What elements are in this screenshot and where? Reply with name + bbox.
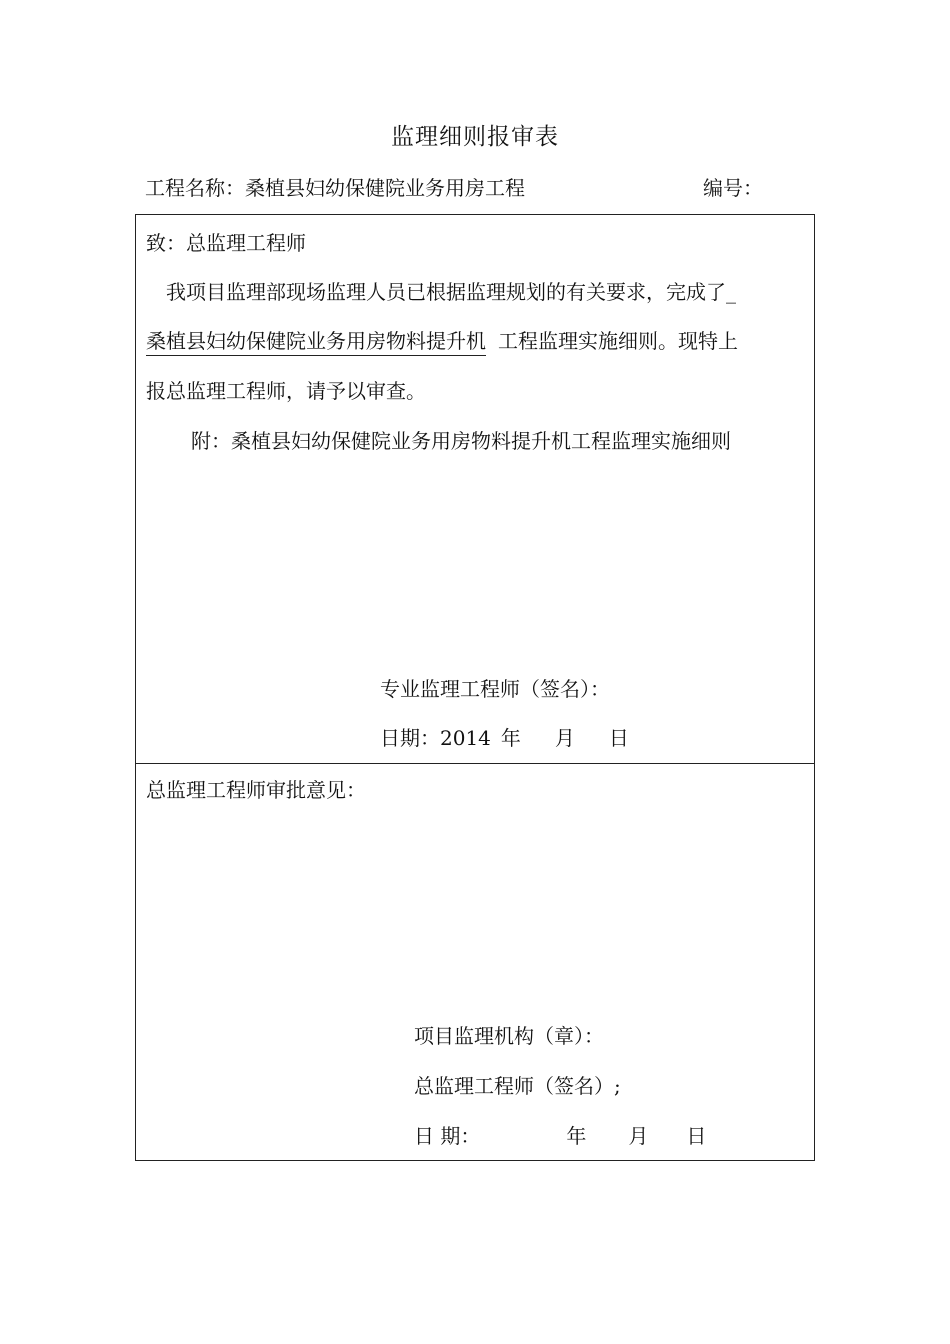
submission-date-line bbox=[380, 722, 629, 751]
approval-date-year: 年 bbox=[566, 1124, 587, 1148]
specialist-signature-label: 专业监理工程师（签名）： bbox=[380, 677, 610, 701]
approval-date-day: 日 bbox=[686, 1124, 707, 1148]
paragraph-line-1 bbox=[166, 276, 736, 305]
submission-date-label: 日期：2014 bbox=[380, 726, 491, 750]
paragraph-start-text: 我项目监理部现场监理人员已根据监理规划的有关要求，完成了 bbox=[166, 280, 726, 304]
supervision-org-seal-label: 项目监理机构（章）： bbox=[414, 1024, 604, 1048]
submission-date-year: 年 bbox=[500, 726, 521, 750]
approval-heading: 总监理工程师审批意见： bbox=[146, 778, 366, 802]
submission-date-day: 日 bbox=[608, 726, 629, 750]
page-title: 监理细则报审表 bbox=[391, 124, 559, 150]
document-number-label: 编号： bbox=[703, 176, 763, 200]
underlined-subject: 桑植县妇幼保健院业务用房物料提升机 bbox=[146, 329, 486, 356]
submission-section bbox=[136, 215, 814, 764]
approval-date-month: 月 bbox=[628, 1124, 649, 1148]
project-name-value: 桑植县妇幼保健院业务用房工程 bbox=[245, 176, 525, 200]
attachment-line: 附：桑植县妇幼保健院业务用房物料提升机工程监理实施细则 bbox=[191, 429, 731, 453]
review-form-table bbox=[135, 214, 815, 1161]
approval-date-line bbox=[414, 1120, 706, 1149]
paragraph-mid-text: 工程监理实施细则。现特上 bbox=[498, 329, 738, 353]
submission-date-month: 月 bbox=[554, 726, 575, 750]
approval-date-label: 日 期： bbox=[414, 1124, 481, 1148]
paragraph-line-2 bbox=[146, 325, 738, 354]
paragraph-line-3: 报总监理工程师，请予以审查。 bbox=[146, 379, 426, 403]
project-name-line bbox=[145, 172, 525, 201]
approval-section bbox=[136, 764, 814, 1160]
paragraph-blank: _ bbox=[726, 280, 736, 304]
project-name-label: 工程名称： bbox=[145, 176, 245, 200]
chief-signature-label: 总监理工程师（签名）; bbox=[414, 1074, 621, 1098]
addressee-line: 致：总监理工程师 bbox=[146, 231, 306, 255]
